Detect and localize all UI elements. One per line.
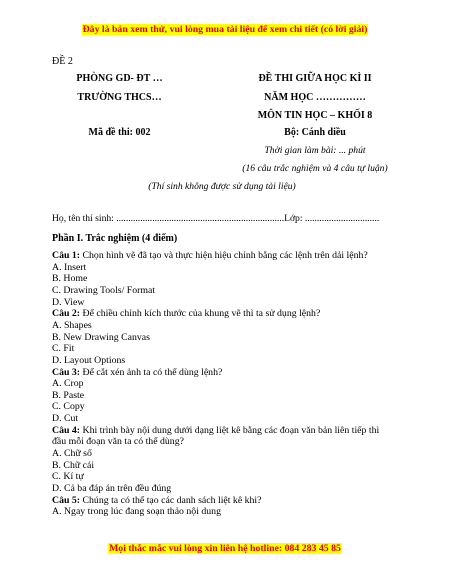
- question-number: Câu 1:: [52, 250, 81, 261]
- answer-option: A. Chữ số: [52, 448, 92, 460]
- answer-option: D. Layout Options: [52, 354, 126, 366]
- exam-rule: (Thí sinh không được sử dụng tài liệu): [148, 181, 296, 192]
- question-1: [52, 250, 368, 262]
- answer-option: A. Shapes: [52, 319, 92, 331]
- question-count: (16 câu trắc nghiệm và 4 câu tự luận): [242, 163, 388, 174]
- question-text-continued: đầu mỗi đoạn văn ta có thể dùng?: [52, 436, 184, 448]
- question-4: [52, 425, 379, 437]
- exam-title: ĐỀ THI GIỮA HỌC KÌ II: [258, 73, 372, 84]
- preview-notice: Đây là bản xem thử, vui lòng mua tài liệu để xem chi tiết (có lời giải): [82, 24, 368, 35]
- student-name-field: Họ, tên thí sinh: ......................................................................Lớp: ...............................: [52, 213, 380, 224]
- answer-option: C. Copy: [52, 401, 85, 413]
- question-text: Để cắt xén ảnh ta có thể dùng lệnh?: [80, 366, 223, 378]
- question-number: Câu 3:: [52, 366, 81, 378]
- question-number: Câu 2:: [52, 308, 81, 320]
- answer-option: D. View: [52, 296, 85, 308]
- hotline-notice: Mọi thắc mắc vui lòng xin liên hệ hotline: 084 283 45 85: [109, 543, 341, 554]
- department-name: PHÒNG GD- ĐT …: [76, 73, 163, 84]
- school-name: TRƯỜNG THCS…: [77, 92, 162, 103]
- textbook-set: Bộ: Cánh diều: [284, 127, 346, 138]
- answer-option: B. Chữ cái: [52, 459, 95, 471]
- question-text: Chọn hình vẽ đã tạo và thực hiện hiệu chỉnh bằng các lệnh trên dải lệnh?: [80, 250, 368, 261]
- question-text: Chúng ta có thể tạo các danh sách liệt kê khi?: [80, 494, 262, 506]
- school-year: NĂM HỌC ……………: [264, 92, 366, 103]
- question-2: [52, 308, 320, 320]
- answer-option: B. New Drawing Canvas: [52, 331, 150, 343]
- section-title: Phần I. Trắc nghiệm (4 điểm): [52, 233, 178, 244]
- question-3: [52, 367, 222, 379]
- question-number: Câu 5:: [52, 494, 81, 506]
- answer-option: B. Paste: [52, 389, 85, 401]
- answer-option: B. Home: [52, 273, 88, 285]
- answer-option: D. Cut: [52, 413, 79, 425]
- answer-option: C. Kí tự: [52, 471, 84, 483]
- exam-code-label: ĐỀ 2: [52, 56, 73, 67]
- answer-option: C. Fit: [52, 343, 75, 355]
- question-number: Câu 4:: [52, 424, 81, 436]
- question-5: [52, 495, 262, 507]
- answer-option: A. Ngay trong lúc đang soạn thảo nội dung: [52, 506, 221, 518]
- answer-option: C. Drawing Tools/ Format: [52, 284, 156, 296]
- subject: MÔN TIN HỌC – KHỐI 8: [257, 110, 373, 121]
- answer-option: D. Cả ba đáp án trên đều đúng: [52, 483, 172, 494]
- time-limit: Thời gian làm bài: ... phút: [264, 145, 366, 156]
- exam-code: Mã đề thi: 002: [88, 127, 151, 138]
- question-text: Khi trình bày nội dung dưới dạng liệt kê bằng các đoạn văn bản liên tiếp thì: [80, 424, 380, 436]
- question-text: Để chiều chỉnh kích thước của khung vẽ thì ta sử dụng lệnh?: [80, 308, 321, 320]
- answer-option: A. Crop: [52, 378, 84, 390]
- answer-option: A. Insert: [52, 261, 87, 273]
